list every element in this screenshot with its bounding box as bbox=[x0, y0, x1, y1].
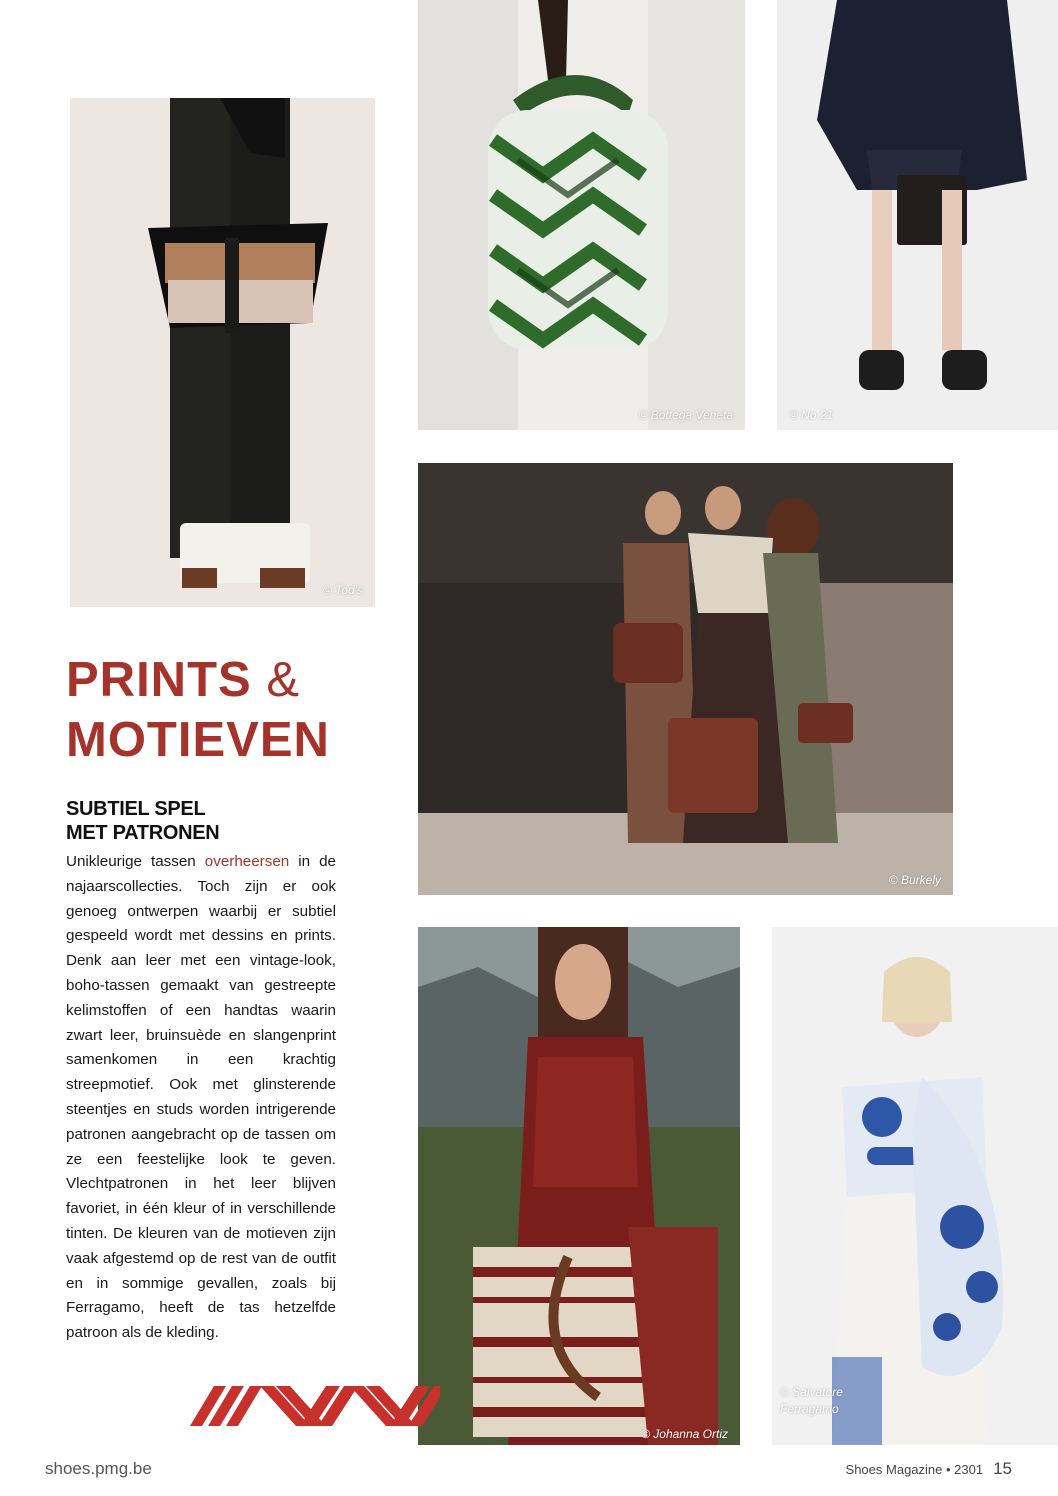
photo-bottega-veneta bbox=[418, 0, 745, 430]
footer-magazine-issue: Shoes Magazine • 2301 bbox=[845, 1462, 984, 1477]
photo-credit bbox=[780, 1384, 843, 1418]
subhead-line1: SUBTIEL SPEL bbox=[66, 798, 206, 820]
photo-credit-line: © Salvatore bbox=[780, 1385, 843, 1399]
photo-burkely bbox=[418, 463, 953, 895]
footer-magazine bbox=[846, 1459, 1012, 1479]
article-subhead bbox=[66, 797, 219, 845]
body-text-start: Unikleurige tassen bbox=[66, 853, 205, 870]
decorative-stripes bbox=[190, 1386, 440, 1426]
photo-johanna-ortiz bbox=[418, 927, 740, 1445]
photo-credit: © Tod's bbox=[322, 583, 363, 597]
photo-salvatore-ferragamo bbox=[772, 927, 1058, 1445]
photo-credit: © Burkely bbox=[888, 873, 941, 887]
title-ampersand: & bbox=[266, 653, 300, 707]
page-number: 15 bbox=[993, 1459, 1012, 1478]
photo-credit: © No 21 bbox=[789, 408, 834, 422]
body-highlight: overheersen bbox=[204, 853, 290, 870]
body-text-rest: in de najaarscollecties. Toch zijn er ook genoeg ontwerpen waarbij er subtiel gespeeld wordt met dessins en prints. Denk aan leer met een vintage-look, boho-tassen gemaakt van gestreepte kelimstoffen of een handtas waarin zwart leer, bruinsuède en slangenprint samenkomen in een krachtig streepmotief. Ook met glinsterende steentjes en studs worden intrigerende patronen aangebracht op de tassen om ze een feestelijke look te geven. Vlechtpatronen in het leer blijven favoriet, in één kleur of in verschillende tinten. De kleuren van de motieven zijn vaak afgestemd op de rest van de outfit en in sommige gevallen, zoals bij Ferragamo, heeft de tas hetzelfde patroon als de kleding. bbox=[66, 853, 336, 1342]
subhead-line2: MET PATRONEN bbox=[66, 822, 220, 844]
title-line1: PRINTS bbox=[66, 653, 252, 707]
photo-tods bbox=[70, 98, 375, 607]
photo-no21 bbox=[777, 0, 1058, 430]
photo-credit: © Johanna Ortiz bbox=[641, 1427, 728, 1441]
photo-credit: © Bottega Veneta bbox=[638, 408, 733, 422]
photo-credit-line: Ferragamo bbox=[780, 1402, 839, 1416]
article-title bbox=[66, 650, 330, 770]
article-body bbox=[66, 850, 336, 1346]
title-line2: MOTIEVEN bbox=[66, 713, 330, 767]
footer-website[interactable]: shoes.pmg.be bbox=[45, 1459, 152, 1478]
